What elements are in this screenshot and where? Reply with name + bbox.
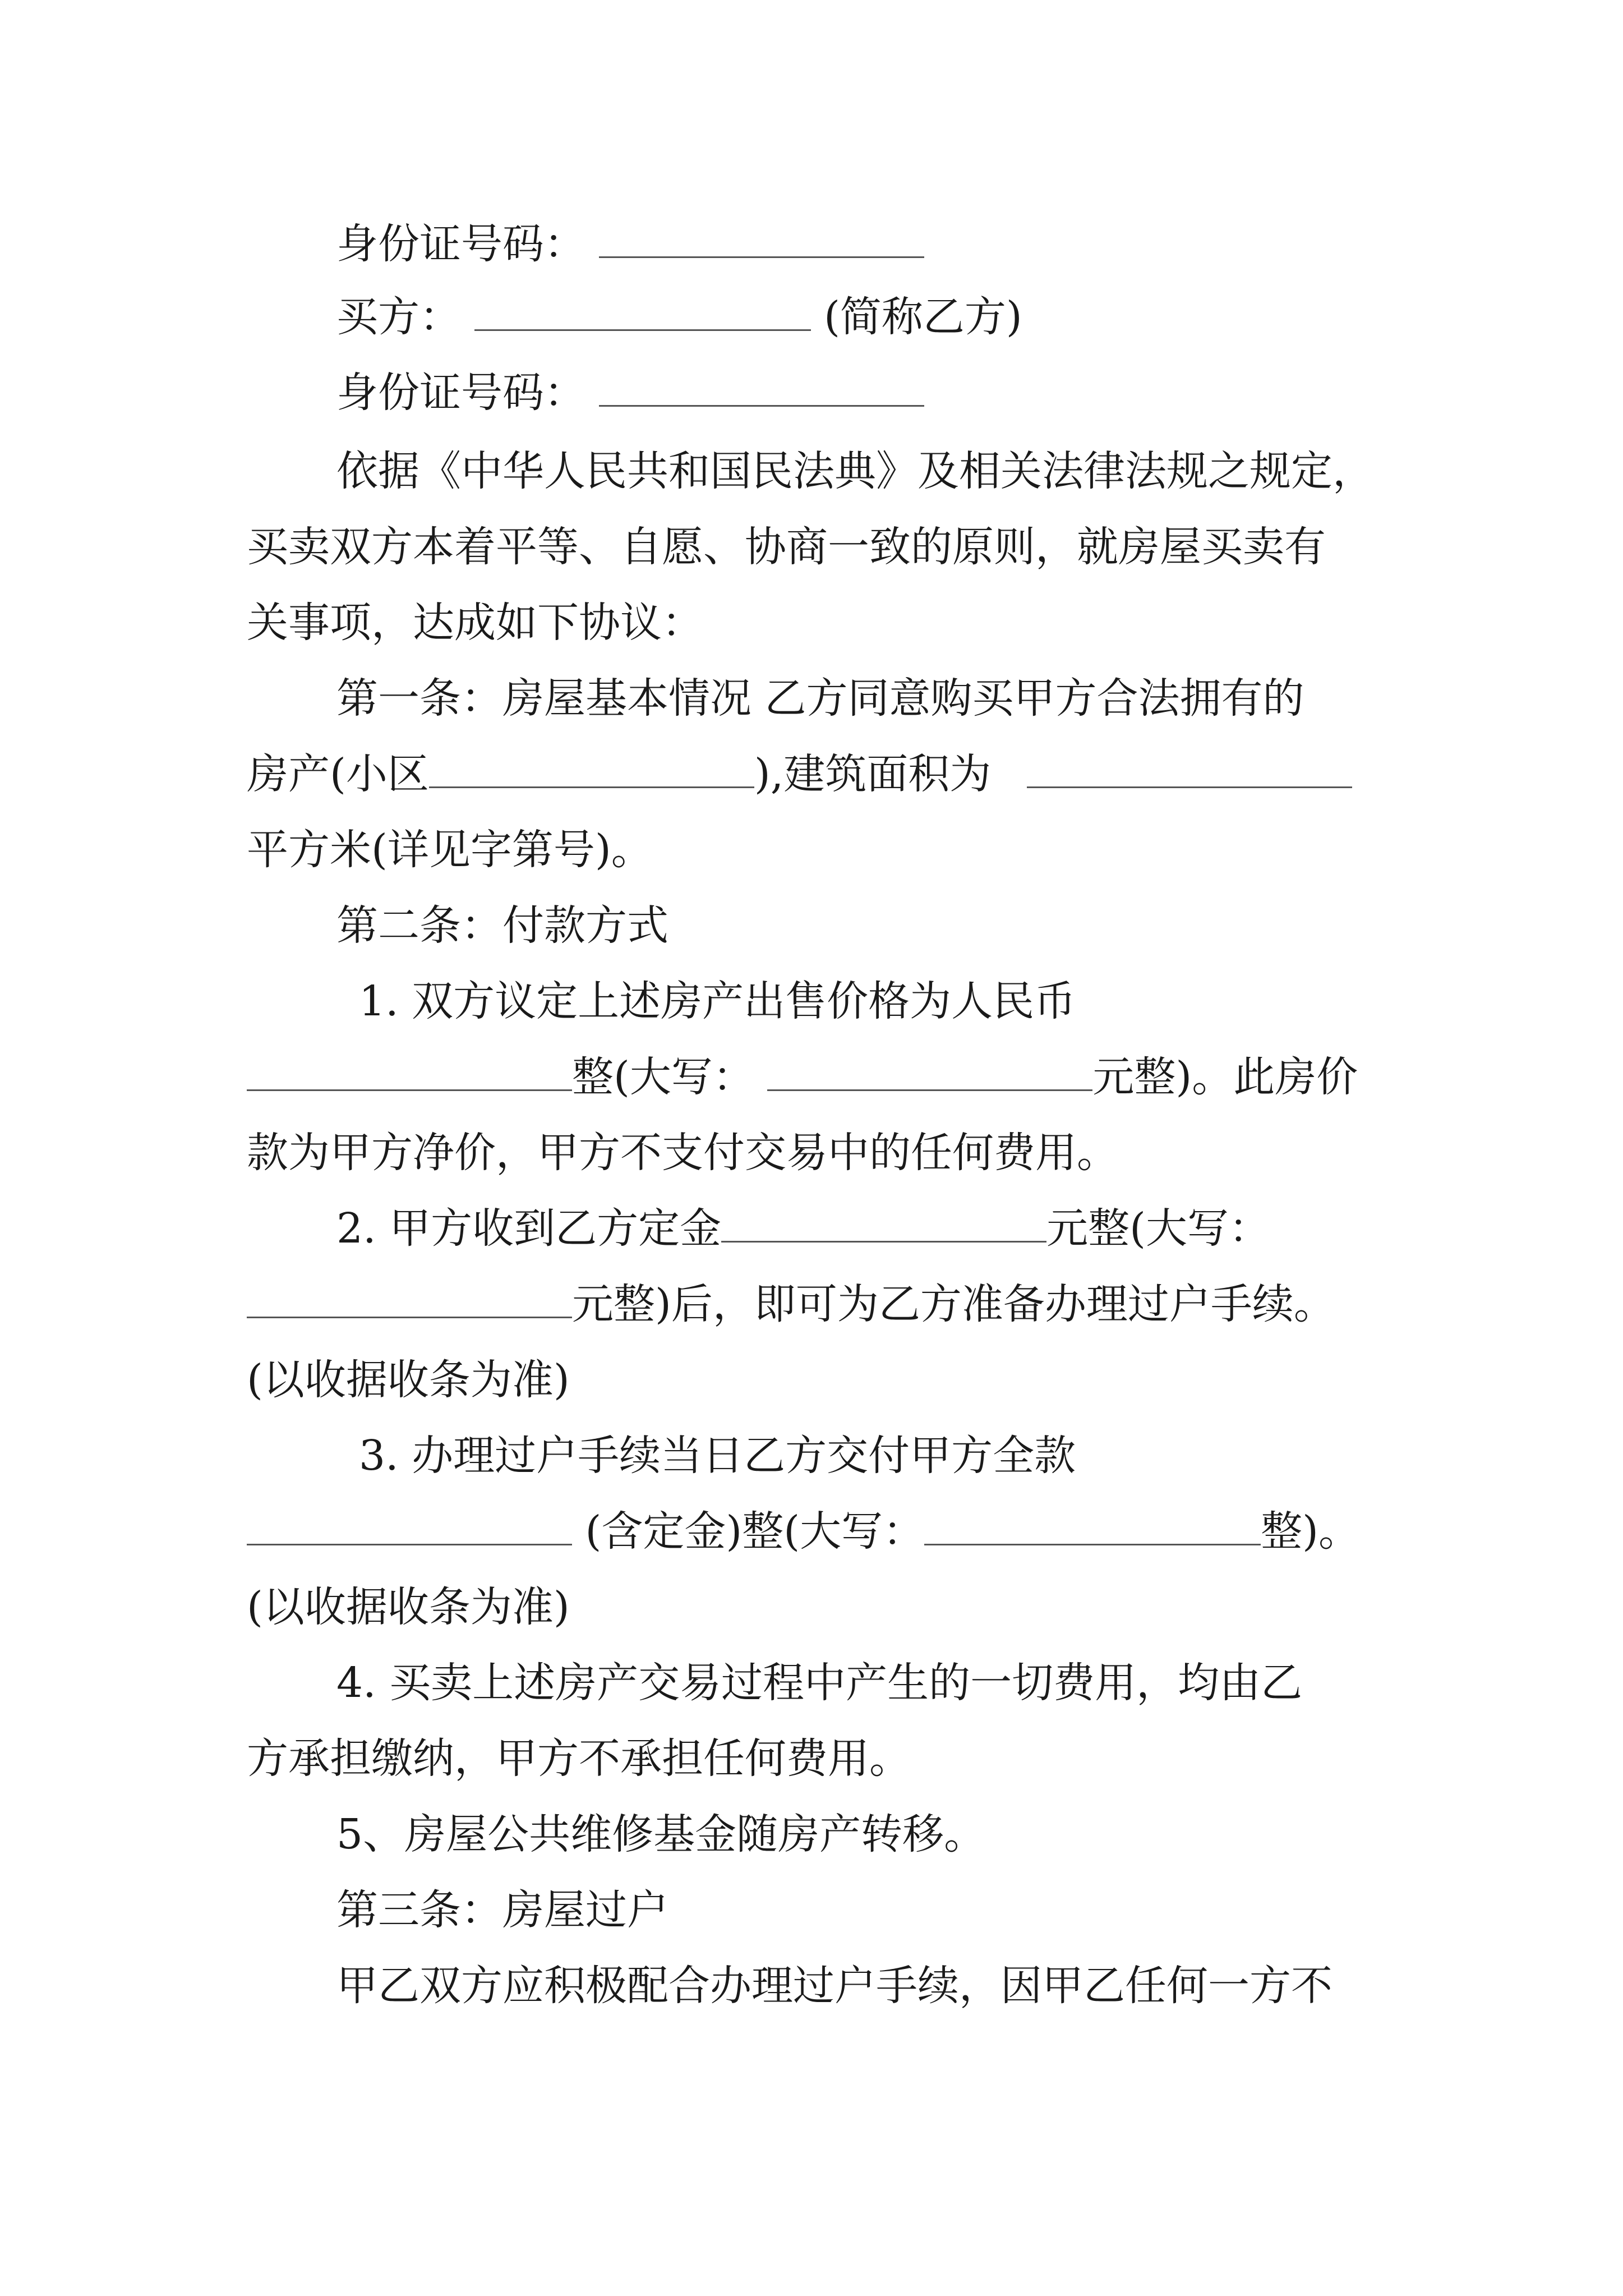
buyer-label: 买方： [336, 293, 461, 341]
payment5-line: 5、房屋公共维修基金随房产转移。 [336, 1810, 986, 1858]
payment3-line-3: (以收据收条为准) [247, 1583, 570, 1631]
article1-community-label: 房产(小区 [247, 750, 429, 798]
buyer-id-blank [599, 366, 924, 407]
article3-title: 第三条：房屋过户 [336, 1886, 668, 1934]
price-net-label: 元整)。此房价 [1092, 1053, 1358, 1101]
payment3-line-2 [247, 1503, 1391, 1559]
seller-id-label: 身份证号码： [336, 220, 585, 268]
buyer-id-line [336, 365, 1391, 421]
article3-line-1: 甲乙双方应积极配合办理过户手续，因甲乙任何一方不 [336, 1962, 1332, 2010]
intro-line-2: 买卖双方本着平等、自愿、协商一致的原则，就房屋买卖有 [247, 523, 1326, 571]
payment2-line-2 [247, 1276, 1391, 1332]
seller-id-blank [599, 217, 924, 258]
intro-line-1: 依据《中华人民共和国民法典》及相关法律法规之规定， [336, 447, 1374, 495]
intro-line-3: 关事项，达成如下协议： [247, 599, 703, 647]
payment1-line-2 [247, 1049, 1391, 1105]
article1-line-1: 第一条：房屋基本情况 乙方同意购买甲方合法拥有的 [336, 674, 1304, 723]
full-payment-end: 整)。 [1261, 1507, 1361, 1556]
full-payment-blank [247, 1504, 572, 1545]
payment1-line-3: 款为甲方净价，甲方不支付交易中的任何费用。 [247, 1129, 1118, 1177]
article1-area-label: ),建筑面积为 [754, 750, 992, 798]
payment1-line-1: 1. 双方议定上述房产出售价格为人民币 [359, 977, 1076, 1025]
full-payment-uppercase-blank [924, 1504, 1261, 1545]
price-uppercase-label: 整(大写： [572, 1053, 754, 1101]
deposit-uppercase-label: 元整(大写： [1046, 1204, 1270, 1253]
payment4-line-2: 方承担缴纳，甲方不承担任何费用。 [247, 1734, 911, 1783]
price-blank [247, 1050, 572, 1091]
payment3-line-1: 3. 办理过户手续当日乙方交付甲方全款 [359, 1432, 1076, 1480]
payment4-line-1: 4. 买卖上述房产交易过程中产生的一切费用，均由乙 [336, 1659, 1303, 1707]
seller-id-line [336, 216, 1391, 272]
deposit-label: 2. 甲方收到乙方定金 [336, 1204, 722, 1253]
payment2-line-1 [336, 1200, 1391, 1257]
article1-line-3: 平方米(详见字第号)。 [247, 826, 653, 874]
buyer-line [336, 289, 1391, 345]
price-uppercase-blank [767, 1050, 1092, 1091]
deposit-uppercase-blank [247, 1277, 572, 1318]
buyer-id-label: 身份证号码： [336, 369, 585, 417]
deposit-after-label: 元整)后，即可为乙方准备办理过户手续。 [572, 1280, 1335, 1328]
buyer-suffix: (简称乙方) [824, 293, 1022, 341]
payment2-line-3: (以收据收条为准) [247, 1356, 570, 1404]
full-payment-label: (含定金)整(大写： [585, 1507, 925, 1556]
area-blank [1027, 747, 1352, 788]
deposit-blank [721, 1202, 1046, 1243]
article1-line-2 [247, 746, 1391, 802]
buyer-name-blank [474, 290, 811, 331]
article2-title: 第二条：付款方式 [336, 901, 668, 950]
community-blank [429, 747, 754, 788]
